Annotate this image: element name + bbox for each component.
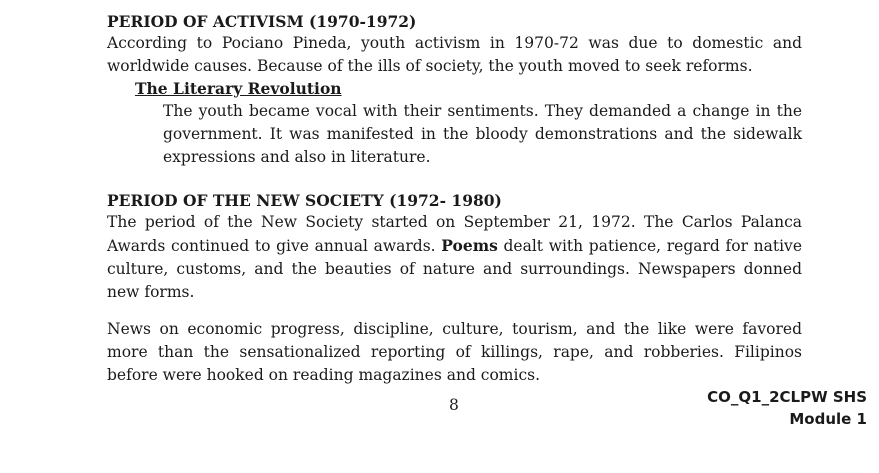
page-number: 8 [449,396,459,414]
new-society-paragraph-2: News on economic progress, discipline, culture, tourism, and the like were favored more than the sensationalized reporting of killings, rape, and robberies. Filipinos before were hooked on reading magazines and comics. [107,320,802,384]
section-heading-new-society: PERIOD OF THE NEW SOCIETY (1972- 1980) [107,191,502,210]
page-content [107,12,802,387]
new-society-text-after: dealt with patience, regard for native culture, customs, and the beauties of nature and surroundings. Newspapers donned new forms. [107,237,802,301]
section-spacer [107,169,802,191]
subheading-literary-revolution: The Literary Revolution [135,79,342,98]
literary-revolution-paragraph: The youth became vocal with their sentiments. They demanded a change in the government. It was manifested in the bloody demonstrations and the sidewalk expressions and also in literature. [163,102,802,166]
paragraph-spacer [107,304,802,318]
module-code [707,386,867,430]
section-heading-activism: PERIOD OF ACTIVISM (1970-1972) [107,12,417,31]
new-society-text-before: The period of the New Society started on September 21, 1972. The Carlos Palanca Awards continued to give annual awards. [107,213,802,255]
new-society-paragraph-1 [107,211,802,304]
module-code-line-2: Module 1 [789,410,867,428]
module-code-line-1: CO_Q1_2CLPW SHS [707,388,867,406]
poems-bold-term: Poems [441,236,498,255]
activism-paragraph: According to Pociano Pineda, youth activism in 1970-72 was due to domestic and worldwide causes. Because of the ills of society, the youth moved to seek reforms. [107,34,802,75]
